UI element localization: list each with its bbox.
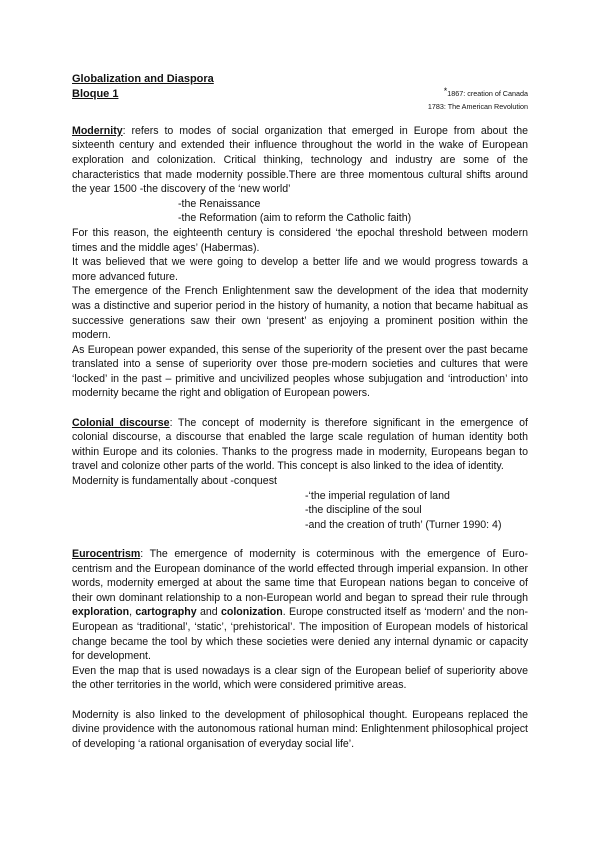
note-american-revolution: 1783: The American Revolution: [427, 102, 528, 111]
colonial-discourse-paragraph: Colonial discourse: The concept of modernity is therefore significant in the emergence of colonial discourse, a discourse that enabled the large scale regulation of human identity both within Europe and its colonies. Thanks to the progress made in modernity, Europeans began to travel and colonize other parts of the world. This concept is also linked to the idea of identity.: [72, 416, 528, 473]
shift-renaissance: -the Renaissance: [178, 197, 261, 210]
list-item: -and the creation of truth’ (Turner 1990: 4): [305, 518, 502, 531]
document-page: [72, 72, 528, 751]
modernity-paragraph: Modernity: refers to modes of social organization that emerged in Europe from about the sixteenth century and extended their influence throughout the world in the wake of European exploration and colonization. Critical thinking, technology and industry are some of the characteristics that made modernity possible.There are three momentous cultural shifts around the year 1500 -the discovery of the ‘new world’: [72, 124, 528, 196]
document-subtitle: Bloque 1: [72, 87, 119, 100]
document-title: Globalization and Diaspora: [72, 73, 214, 85]
philosophy-paragraph: Modernity is also linked to the development of philosophical thought. Europeans replaced the divine providence with the autonomous rational human mind: Enlightenment philosophical project of developing ‘a rational organisation of everyday social life’.: [72, 708, 528, 750]
paragraph: It was believed that we were going to develop a better life and we would progress towards a more advanced future.: [72, 256, 528, 283]
term-modernity: Modernity: [72, 124, 123, 137]
paragraph: For this reason, the eighteenth century is considered ‘the epochal threshold between modern times and the middle ages’ (Habermas).: [72, 226, 528, 254]
eurocentrism-paragraph: Eurocentrism: The emergence of modernity is coterminous with the emergence of Euro-centrism and the European dominance of the world effected through imperial expansion. In other words, modernity emerged at about the same time that European nations began to conceive of their own dominant relationship to a non-European world and began to spread their rule through exploration, cartography and colonization. Europe constructed itself as ‘modern’ and the non-European as ‘traditional’, ‘static’, ‘prehistorical’. The imposition of European models of historical change became the tool by which these societies were denied any internal dynamic or capacity for development.: [72, 548, 529, 663]
paragraph: Even the map that is used nowadays is a clear sign of the European belief of superiority above the other territories in the world, which were considered primitive areas.: [72, 664, 528, 692]
paragraph: As European power expanded, this sense of the superiority of the present over the past became translated into a sense of superiority over those pre-modern societies and cultures that were ‘locked’ in the past – primitive and uncivilized peoples whose subjugation and ‘introduction’ into modernity became the right and obligation of European powers.: [72, 343, 528, 400]
list-item: -‘the imperial regulation of land: [305, 489, 450, 502]
term-colonial-discourse: Colonial discourse: [72, 416, 170, 429]
note-canada: *1867: creation of Canada: [443, 86, 528, 98]
list-intro: Modernity is fundamentally about -conquest: [72, 475, 277, 488]
shift-reformation: -the Reformation (aim to reform the Catholic faith): [178, 212, 412, 225]
paragraph: The emergence of the French Enlightenment saw the development of the idea that modernity was a distinctive and superior period in the history of humanity, a notion that became habitual as successive generations saw their own ‘present’ as enjoying a prominent position within the modern.: [72, 285, 528, 342]
list-item: -the discipline of the soul: [305, 504, 422, 517]
term-eurocentrism: Eurocentrism: [72, 548, 141, 560]
